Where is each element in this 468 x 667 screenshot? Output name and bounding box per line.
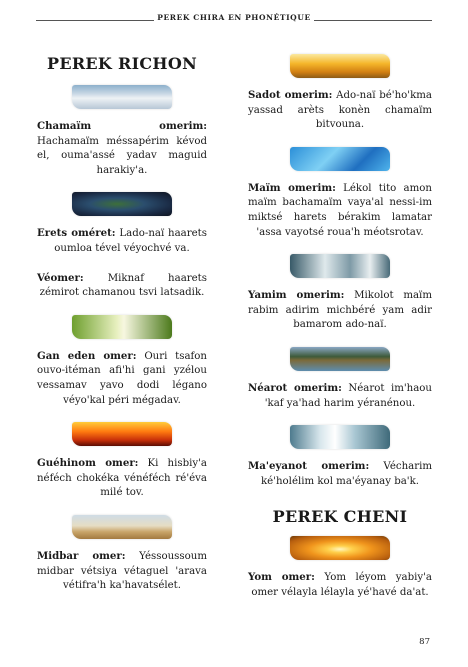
verse-speaker: Midbar omer: — [37, 549, 126, 562]
sky-image — [72, 85, 172, 109]
desert-image — [72, 515, 172, 539]
running-header — [36, 12, 432, 28]
verse-text: Mikolot maïm rabim adirim michbéré yam adir bamarom ado-naï. — [248, 290, 432, 331]
verse-yom — [248, 570, 432, 600]
verse-speaker: Chamaïm omerim: — [37, 120, 207, 132]
verse-nearot — [248, 381, 432, 411]
verse-speaker: Guéhinom omer: — [37, 457, 139, 470]
sea-image — [290, 254, 390, 278]
verse-midbar — [37, 549, 207, 594]
verse-speaker: Ma'eyanot omerim: — [248, 460, 370, 473]
verse-chamaim — [37, 119, 207, 178]
verse-speaker: Sadot omerim: — [248, 89, 333, 101]
verse-text: Ki hisbiy'a néféch chokéka vénéféch ré'éva milé tov. — [37, 458, 207, 499]
sunrise-image — [290, 536, 390, 560]
verse-text: Hachamaïm méssapérim kévod el, ouma'assé yadav maguid harakiy'a. — [37, 135, 207, 176]
verse-yamim — [248, 288, 432, 333]
verse-erets — [37, 226, 207, 256]
running-header-title: PEREK CHIRA EN PHONÉTIQUE — [157, 13, 311, 22]
right-column — [248, 38, 432, 615]
chapter-title: PEREK RICHON — [47, 54, 197, 73]
verse-veomer — [37, 271, 207, 301]
verse-text: Ado-naï bé'ho'kma yassad arèts konèn chamaïm bitvouna. — [248, 90, 432, 131]
verse-maim — [248, 181, 432, 240]
fire-image — [72, 422, 172, 446]
verse-speaker: Maïm omerim: — [248, 181, 336, 194]
water-image — [290, 147, 390, 171]
fields-image — [290, 54, 390, 78]
header-rule-right — [314, 20, 432, 21]
verse-speaker: Véomer: — [37, 271, 84, 284]
verse-gan-eden — [37, 349, 207, 408]
verse-text: Vécharim ké'holélim kol ma'éyanay ba'k. — [260, 461, 432, 487]
left-column — [37, 38, 207, 608]
verse-text: Lado-naï haarets oumloa tével véyochvé va. — [54, 228, 207, 254]
page-number: 87 — [419, 637, 430, 647]
verse-speaker: Erets oméret: — [37, 227, 116, 240]
verse-speaker: Yamim omerim: — [248, 289, 345, 302]
verse-maeyanot — [248, 459, 432, 489]
verse-text: Yom léyom yabiy'a omer vélayla lélayla yé'havé da'at. — [251, 572, 432, 598]
verse-text: Yéssoussoum midbar vétsiya vétaguel 'arava vétifra'h ka'havatsélet. — [37, 550, 207, 592]
verse-sadot — [248, 88, 432, 133]
verse-guehinom — [37, 456, 207, 501]
springs-image — [290, 425, 390, 449]
verse-speaker: Néarot omerim: — [248, 381, 342, 394]
verse-text: Néarot im'haou 'kaf ya'had harim yéranénou. — [264, 382, 432, 409]
verse-speaker: Gan eden omer: — [37, 349, 137, 362]
verse-text: Miknaf haarets zémirot chamanou tsvi latsadik. — [39, 272, 207, 299]
verse-speaker: Yom omer: — [248, 571, 315, 584]
verse-text: Ouri tsafon ouvo-itéman afi'hi gani yzélou vessamav yavo dodi légano véyo'kal péri mégadav. — [37, 350, 207, 406]
rivers-image — [290, 347, 390, 371]
chapter-title: PEREK CHENI — [272, 507, 408, 527]
earth-image — [72, 192, 172, 216]
verse-text: Lékol tito amon maïm bachamaïm vaya'al nessi-im miktsé harets bérakim lamatar 'assa vayotsé roua'h méotsrotav. — [248, 182, 432, 238]
garden-image — [72, 315, 172, 339]
